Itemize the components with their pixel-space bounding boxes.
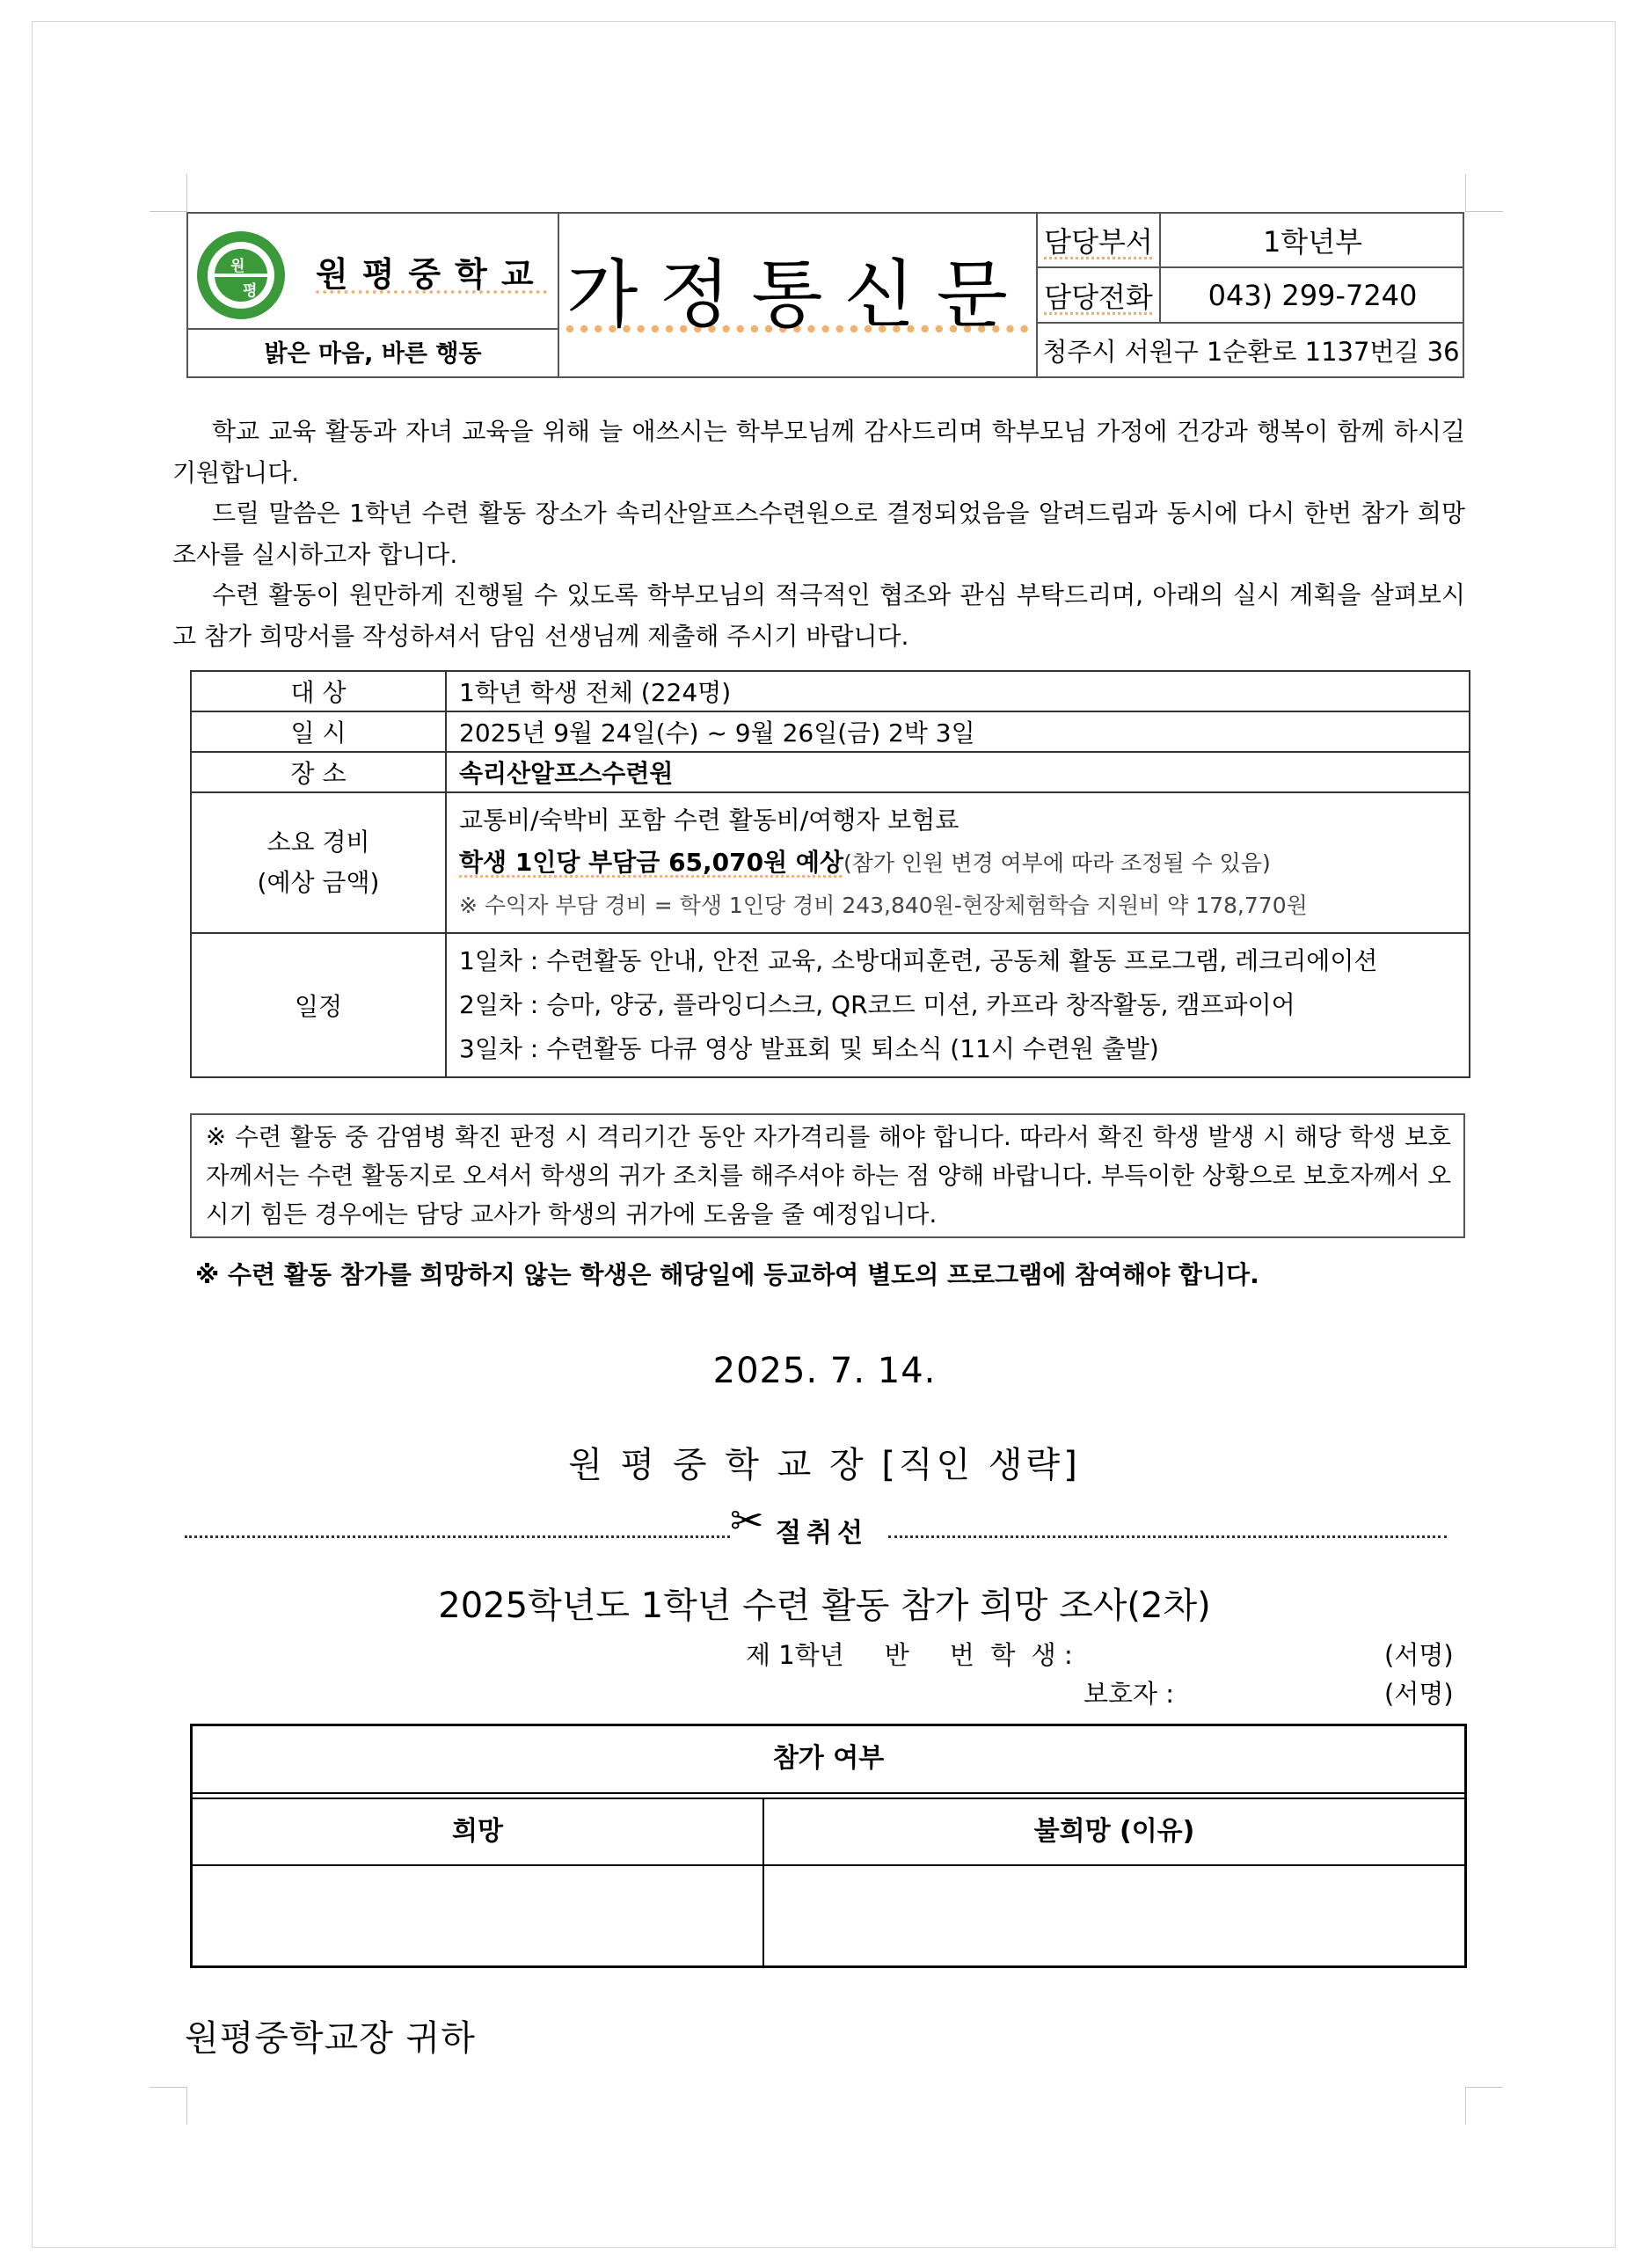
schedule-value	[446, 933, 1470, 1077]
dept-value: 1학년부	[1262, 225, 1363, 259]
col-not-participate: 불희망 (이유)	[1033, 1816, 1195, 1847]
principal-signature: 원 평 중 학 교 장 [직인 생략]	[568, 1445, 1081, 1485]
schedule-label: 일정	[191, 933, 446, 1077]
activity-plan-table	[190, 670, 1470, 1078]
logo-char-top: 원	[230, 258, 245, 275]
phone-value: 043) 299-7240	[1208, 278, 1418, 312]
intro-paragraph-3: 수련 활동이 원만하게 진행될 수 있도록 학부모님의 적극적인 협조와 관심 부탁드리며, 아래의 실시 계획을 살펴보시고 참가 희망서를 작성하셔서 담임 선생님께 제출해 주시기 바랍니다.	[172, 580, 1465, 651]
student-sign: (서명)	[1384, 1640, 1454, 1670]
place-label: 장 소	[191, 752, 446, 792]
intro-paragraph-1: 학교 교육 활동과 자녀 교육을 위해 늘 애쓰시는 학부모님께 감사드리며 학부모님 가정에 건강과 행복이 함께 하시길 기원합니다.	[172, 417, 1465, 487]
cost-line-1: 교통비/숙박비 포함 수련 활동비/여행자 보험료	[459, 805, 959, 835]
participation-table	[190, 1724, 1467, 1968]
cut-line-left	[185, 1535, 730, 1538]
cut-label: 절취선	[776, 1518, 868, 1549]
logo-char-bottom: 평	[243, 282, 258, 300]
schedule-day-1: 1일차 : 수련활동 안내, 안전 교육, 소방대피훈련, 공동체 활동 프로그램, 레크리에이션	[459, 946, 1378, 975]
date-label: 일 시	[191, 711, 446, 752]
issue-date: 2025. 7. 14.	[712, 1351, 937, 1391]
school-address: 청주시 서원구 1순환로 1137번길 36	[1042, 336, 1460, 367]
phone-label: 담당전화	[1038, 268, 1161, 322]
cost-per-student: 학생 1인당 부담금 65,070원 예상	[459, 847, 844, 877]
cost-line-3: ※ 수익자 부담 경비 = 학생 1인당 경비 243,840원-현장체험학습 지원비 약 178,770원	[459, 892, 1308, 918]
participation-title: 참가 여부	[772, 1743, 885, 1774]
dept-label: 담당부서	[1038, 214, 1161, 266]
dept-row	[1038, 214, 1464, 268]
quarantine-notice: ※ 수련 활동 중 감염병 확진 판정 시 격리기간 동안 자가격리를 해야 합니다. 따라서 확진 학생 발생 시 해당 학생 보호자께서는 수련 활동지로 오셔서 학생의 귀가 조치를 해주셔야 하는 점 양해 바랍니다. 부득이한 상황으로 보호자께서 오시기 힘든 경우에는 담당 교사가 학생의 귀가에 도움을 줄 예정입니다.	[190, 1113, 1465, 1238]
place-value: 속리산알프스수련원	[446, 752, 1470, 792]
document-title: 가정통신문	[566, 252, 1029, 338]
guardian-sign: (서명)	[1384, 1679, 1454, 1709]
intro-text	[172, 412, 1465, 657]
student-line: 제 1학년 반 번 학 생 :	[746, 1640, 1073, 1670]
date-value: 2025년 9월 24일(수) ~ 9월 26일(금) 2박 3일	[446, 711, 1470, 752]
crop-mark-bottom-left	[150, 2087, 187, 2125]
school-name: 원평중학교	[316, 255, 548, 294]
guardian-line: 보호자 :	[1084, 1679, 1175, 1709]
table-row	[191, 671, 1470, 711]
cut-line-right	[888, 1535, 1447, 1538]
crop-mark-top-left	[150, 174, 187, 212]
table-row	[191, 792, 1470, 933]
school-logo-icon	[195, 230, 287, 321]
schedule-day-2: 2일차 : 승마, 양궁, 플라잉디스크, QR코드 미션, 카프라 창작활동, 캠프파이어	[459, 990, 1295, 1019]
non-participant-notice: ※ 수련 활동 참가를 희망하지 않는 학생은 해당일에 등교하여 별도의 프로그램에 참여해야 합니다.	[195, 1260, 1259, 1289]
address-row	[1038, 324, 1464, 376]
table-row	[191, 933, 1470, 1077]
survey-title: 2025학년도 1학년 수련 활동 참가 희망 조사(2차)	[438, 1586, 1211, 1626]
target-value: 1학년 학생 전체 (224명)	[446, 671, 1470, 711]
school-motto: 밝은 마음, 바른 행동	[264, 340, 482, 368]
phone-row	[1038, 268, 1464, 324]
cost-note: (참가 인원 변경 여부에 따라 조정될 수 있음)	[843, 850, 1271, 876]
crop-mark-top-right	[1465, 174, 1503, 212]
cost-line-2	[459, 842, 1456, 885]
table-row	[191, 752, 1470, 792]
target-label: 대 상	[191, 671, 446, 711]
crop-mark-bottom-right	[1465, 2087, 1503, 2125]
schedule-day-3: 3일차 : 수련활동 다큐 영상 발표회 및 퇴소식 (11시 수련원 출발)	[459, 1034, 1159, 1063]
cost-value	[446, 792, 1470, 933]
intro-paragraph-2: 드릴 말씀은 1학년 수련 활동 장소가 속리산알프스수련원으로 결정되었음을 알려드림과 동시에 다시 한번 참가 희망 조사를 실시하고자 합니다.	[172, 499, 1465, 569]
cost-label-line-2: (예상 금액)	[257, 868, 380, 897]
closing-addressee: 원평중학교장 귀하	[185, 2018, 476, 2059]
cost-label	[191, 792, 446, 933]
letter-header	[186, 212, 1464, 378]
table-row	[191, 711, 1470, 752]
cost-label-line-1: 소요 경비	[266, 828, 370, 857]
col-participate: 희망	[452, 1816, 503, 1847]
scissors-icon: ✂	[730, 1497, 764, 1544]
